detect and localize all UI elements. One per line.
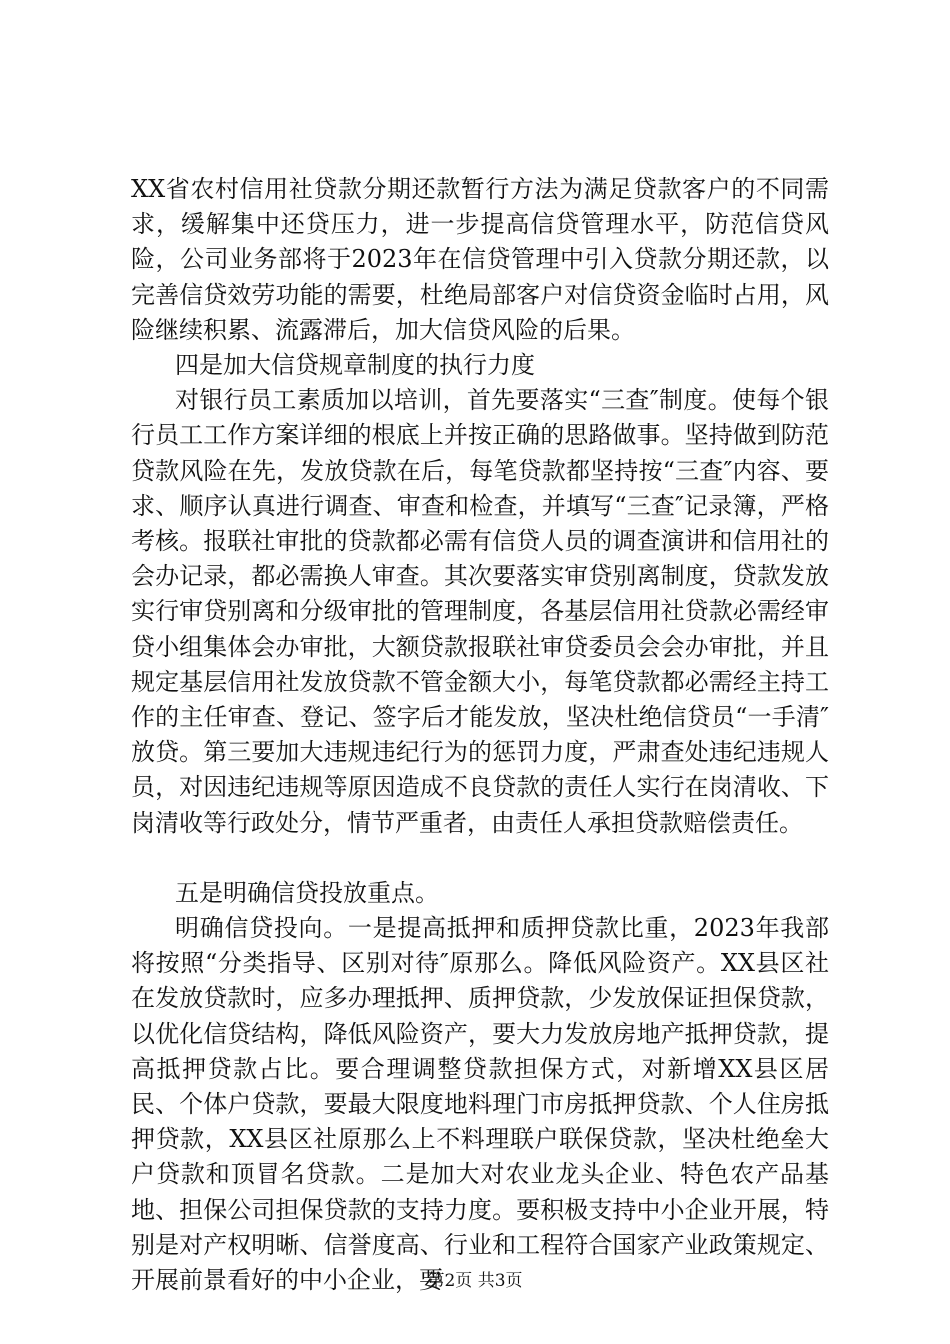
page-footer: 第2页 共3页 <box>427 1271 523 1291</box>
heading-credit-focus: 五是明确信贷投放重点。 <box>175 878 439 907</box>
paragraph-credit-direction: 明确信贷投向。一是提高抵押和质押贷款比重，2023年我部将按照“分类指导、区别对待″原那么。降低风险资产。XX县区社在发放贷款时，应多办理抵押、质押贷款，少发放保证担保贷款，以优化信贷结构，降低风险资产，要大力发放房地产抵押贷款，提高抵押贷款占比。要合理调整贷款担保方式，对新增XX县区居民、个体户贷款，要最大限度地料理门市房抵押贷款、个人住房抵押贷款，XX县区社原那么上不料理联户联保贷款，坚决杜绝垒大户贷款和顶冒名贷款。二是加大对农业龙头企业、特色农产品基地、担保公司担保贷款的支持力度。要积极支持中小企业开展，特别是对产权明晰、信誉度高、行业和工程符合国家产业政策规定、开展前景看好的中小企业，要 <box>131 914 829 1295</box>
heading-regulation-enforcement: 四是加大信贷规章制度的执行力度 <box>175 351 535 380</box>
paragraph-staff-training: 对银行员工素质加以培训，首先要落实“三查″制度。使每个银行员工工作方案详细的根底上并按正确的思路做事。坚持做到防范贷款风险在先，发放贷款在后，每笔贷款都坚持按“三查″内容、要求、顺序认真进行调查、审查和检查，并填写“三查″记录簿，严格考核。报联社审批的贷款都必需有信贷人员的调查演讲和信用社的会办记录，都必需换人审查。其次要落实审贷别离制度，贷款发放实行审贷别离和分级审批的管理制度，各基层信用社贷款必需经审贷小组集体会办审批，大额贷款报联社审贷委员会会办审批，并且规定基层信用社发放贷款不管金额大小，每笔贷款都必需经主持工作的主任审查、登记、签字后才能发放，坚决杜绝信贷员“一手清″放贷。第三要加大违规违纪行为的惩罚力度，严肃查处违纪违规人员，对因违纪违规等原因造成不良贷款的责任人实行在岗清收、下岗清收等行政处分，情节严重者，由责任人承担贷款赔偿责任。 <box>131 386 829 837</box>
paragraph-installment-repayment: XX省农村信用社贷款分期还款暂行方法为满足贷款客户的不同需求，缓解集中还贷压力，进一步提高信贷管理水平，防范信贷风险，公司业务部将于2023年在信贷管理中引入贷款分期还款，以完善信贷效劳功能的需要，杜绝局部客户对信贷资金临时占用，风险继续积累、流露滞后，加大信贷风险的后果。 <box>131 175 829 344</box>
document-body <box>131 172 829 1298</box>
